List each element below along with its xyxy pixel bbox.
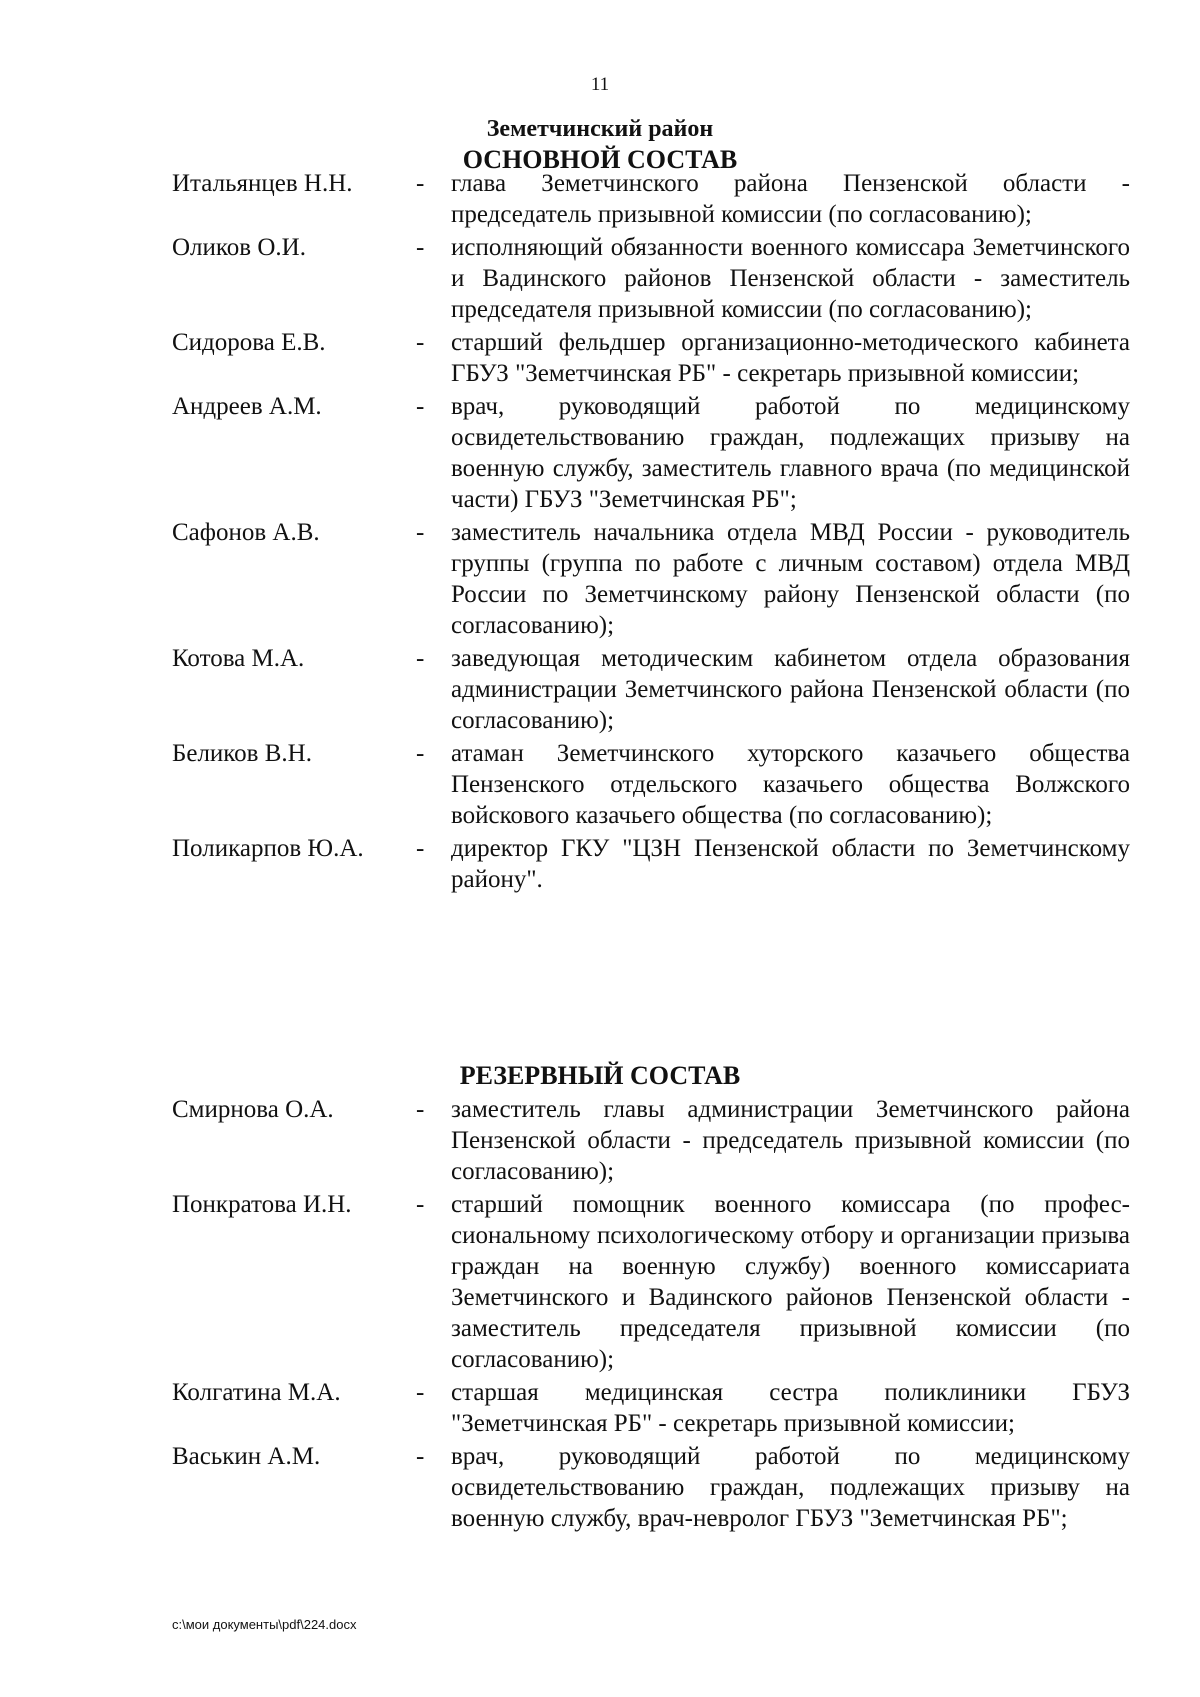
member-entry [0,1189,1200,1375]
member-name: Васькин А.М. [172,1443,321,1470]
member-position: врач, руководящий работой по медицинскому освидетельствованию граждан, подлежащих призыву на военную службу, заместитель главного врача (по медицинской части) ГБУЗ "Земетчинская РБ"; [451,393,1130,513]
member-dash: - [416,329,425,356]
member-name: Сафонов А.В. [172,519,320,546]
member-position: старшая медицинская сестра поликлиники ГБУЗ "Земетчинская РБ" - секретарь призывной комиссии; [451,1379,1130,1437]
district-title: Земетчинский район [486,116,714,142]
member-position: исполняющий обязанности военного комиссара Земетчинского и Вадинского районов Пензенской области - заместитель председателя призывной комиссии (по согласованию); [451,234,1130,323]
member-position: директор ГКУ "ЦЗН Пензенской области по Земетчинскому району". [451,835,1130,893]
member-name: Итальянцев Н.Н. [172,170,353,197]
member-dash: - [416,1191,425,1218]
member-entry [0,1441,1200,1534]
member-name: Оликов О.И. [172,234,306,261]
member-dash: - [416,1096,425,1123]
reserve-members-list [0,1094,1200,1534]
member-position: заведующая методическим кабинетом отдела образования администрации Земетчинского района Пензенской области (по согласованию); [451,645,1130,734]
member-name: Котова М.А. [172,645,305,672]
member-dash: - [416,393,425,420]
member-dash: - [416,519,425,546]
member-position: старший фельдшер организационно-методического кабинета ГБУЗ "Земетчинская РБ" - секретарь призывной комиссии; [451,329,1130,387]
member-entry [0,643,1200,736]
member-entry [0,738,1200,831]
member-entry [0,1377,1200,1439]
member-entry [0,168,1200,230]
member-dash: - [416,234,425,261]
member-name: Колгатина М.А. [172,1379,341,1406]
member-entry [0,232,1200,325]
main-section-title: ОСНОВНОЙ СОСТАВ [462,145,738,174]
member-dash: - [416,170,425,197]
member-name: Понкратова И.Н. [172,1191,352,1218]
main-members-list [0,168,1200,895]
member-name: Сидорова Е.В. [172,329,326,356]
member-name: Смирнова О.А. [172,1096,334,1123]
member-position: атаман Земетчинского хуторского казачьего общества Пензенского отдельского казачьего общества Волжского войскового казачьего общества (по согласованию); [451,740,1130,829]
member-dash: - [416,835,425,862]
reserve-section-title: РЕЗЕРВНЫЙ СОСТАВ [459,1061,741,1090]
member-entry [0,1094,1200,1187]
member-entry [0,517,1200,641]
member-dash: - [416,740,425,767]
member-dash: - [416,1379,425,1406]
member-name: Поликарпов Ю.А. [172,835,364,862]
member-position: врач, руководящий работой по медицинскому освидетельствованию граждан, подлежащих призыву на военную службу, врач-невролог ГБУЗ "Земетчинская РБ"; [451,1443,1130,1532]
member-name: Беликов В.Н. [172,740,312,767]
member-name: Андреев А.М. [172,393,322,420]
member-position: заместитель главы администрации Земетчинского района Пензенской области - председатель призывной комиссии (по согласованию); [451,1096,1130,1185]
member-dash: - [416,645,425,672]
member-entry [0,327,1200,389]
member-entry [0,391,1200,515]
member-entry [0,833,1200,895]
page-number: 11 [590,74,610,95]
member-position: глава Земетчинского района Пензенской области - председатель призывной комиссии (по согласованию); [451,170,1130,228]
file-path-footer: c:\мои документы\pdf\224.docx [172,1617,357,1632]
member-position: старший помощник военного комиссара (по профессиональному психологическому отбору и организации призыва граждан на военную службу) военного комиссариата Земетчинского и Вадинского районов Пензенской области - заместитель председателя призывной комиссии (по согласованию); [451,1191,1130,1373]
member-dash: - [416,1443,425,1470]
member-position: заместитель начальника отдела МВД России - руководитель группы (группа по работе с личным составом) отдела МВД России по Земетчинскому району Пензенской области (по согласованию); [451,519,1130,639]
